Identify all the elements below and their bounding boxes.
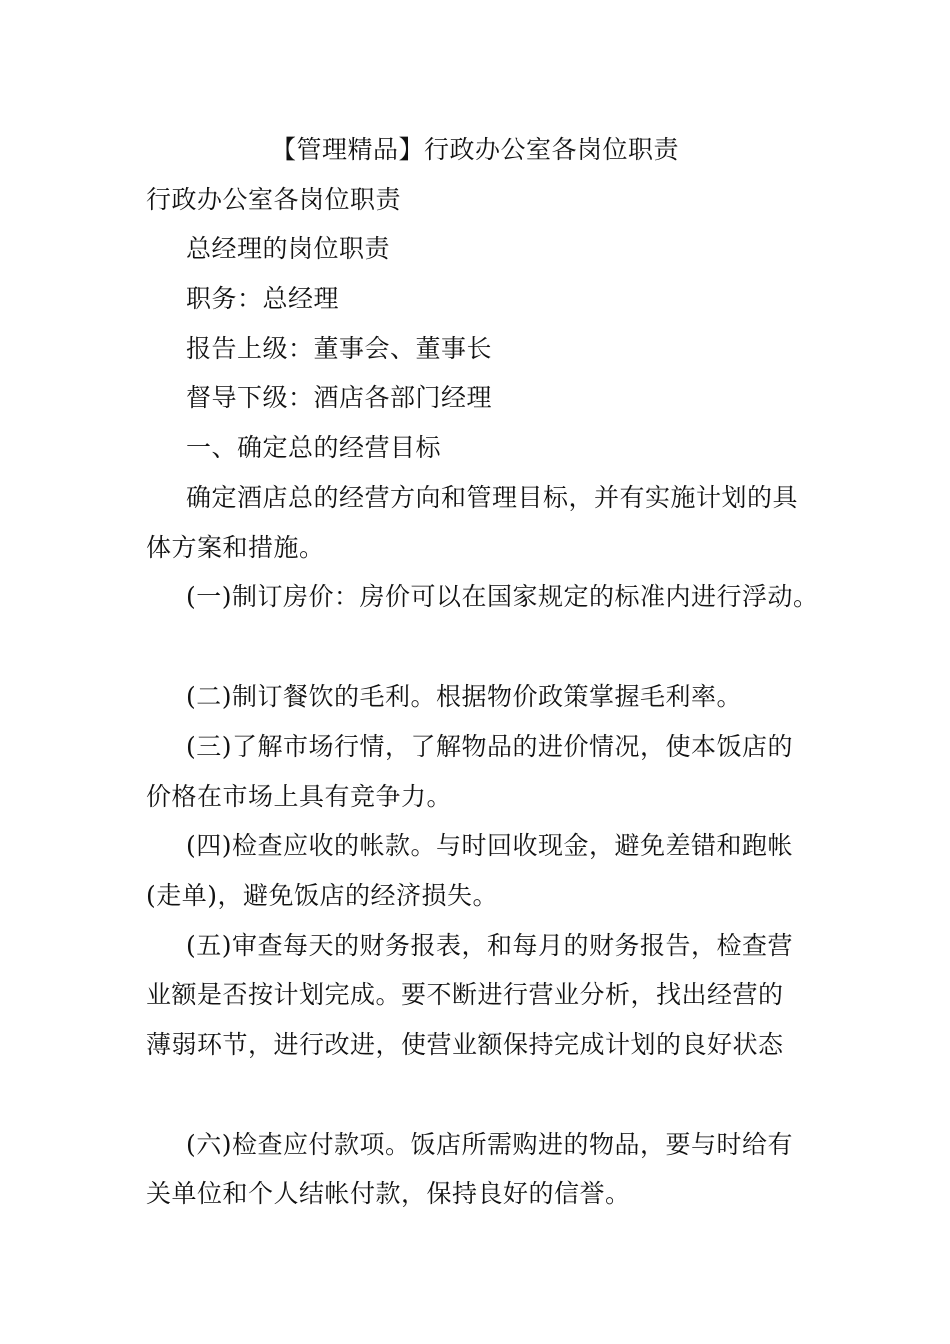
paragraph-line: 价格在市场上具有竞争力。 (146, 782, 453, 811)
document-title: 【管理精品】行政办公室各岗位职责 (270, 135, 679, 164)
list-heading: 一、确定总的经营目标 (186, 433, 442, 462)
paragraph-line: 职务：总经理 (186, 284, 340, 313)
section-heading: 行政办公室各岗位职责 (146, 185, 402, 214)
paragraph-line: 体方案和措施。 (146, 533, 325, 562)
subsection-heading: 总经理的岗位职责 (186, 234, 391, 263)
paragraph-line: 确定酒店总的经营方向和管理目标，并有实施计划的具 (186, 483, 799, 512)
paragraph-line: 薄弱环节，进行改进，使营业额保持完成计划的良好状态 (146, 1030, 784, 1059)
paragraph-line: 督导下级：酒店各部门经理 (186, 383, 493, 412)
paragraph-line: 业额是否按计划完成。要不断进行营业分析，找出经营的 (146, 980, 784, 1009)
paragraph-line: (五)审查每天的财务报表，和每月的财务报告，检查营 (186, 931, 794, 960)
paragraph-line: (一)制订房价：房价可以在国家规定的标准内进行浮动。 (186, 582, 819, 611)
paragraph-line: (六)检查应付款项。饭店所需购进的物品，要与时给有 (186, 1130, 794, 1159)
paragraph-line: 关单位和个人结帐付款，保持良好的信誉。 (146, 1179, 631, 1208)
paragraph-line: 报告上级：董事会、董事长 (186, 334, 493, 363)
paragraph-line: (四)检查应收的帐款。与时回收现金，避免差错和跑帐 (186, 831, 794, 860)
paragraph-line: (二)制订餐饮的毛利。根据物价政策掌握毛利率。 (186, 682, 743, 711)
paragraph-line: (三)了解市场行情，了解物品的进价情况，使本饭店的 (186, 732, 794, 761)
paragraph-line: (走单)，避免饭店的经济损失。 (146, 881, 499, 910)
